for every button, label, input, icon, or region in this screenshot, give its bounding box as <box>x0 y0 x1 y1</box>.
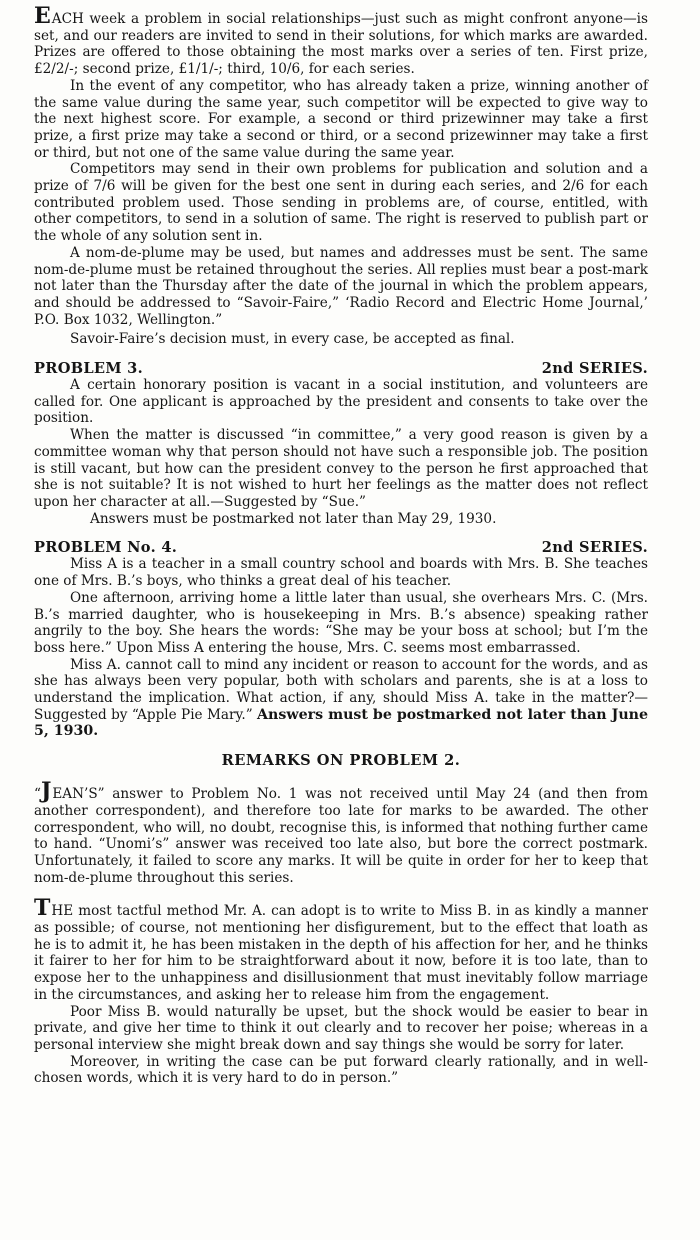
remarks-paragraph-1: “JEAN’S” answer to Problem No. 1 was not received until May 24 (and then from another correspondent), and therefore too late for marks to be awarded. The other correspondent, who will, no doubt, recognise this, is informed that nothing further came to hand. “Unomi’s” answer was received too late also, but bore the correct postmark. Unfortunately, it failed to score any marks. It will be quite in order for her to keep that nom-de-plume throughout this series. <box>34 778 648 886</box>
drop-cap-e: E <box>34 3 51 29</box>
intro-paragraph-1: EACH week a problem in social relationships—just such as might confront anyone—is set, and our readers are invited to send in their solutions, for which marks are awarded. Prizes are offered to those obtaining the most marks over a series of ten. First prize, £2/2/-; second prize, £1/1/-; third, 10/6, for each series. <box>34 3 648 78</box>
problem-4-paragraph-1: Miss A is a teacher in a small country school and boards with Mrs. B. She teaches one of Mrs. B.’s boys, who thinks a great deal of his teacher. <box>34 556 648 590</box>
problem-3-series: 2nd SERIES. <box>541 360 648 378</box>
intro-paragraph-2: In the event of any competitor, who has already taken a prize, winning another of the same value during the same year, such competitor will be expected to give way to the next highest score. For example, a second or third prizewinner may take a first prize, a first prize may take a second or third, or a second prizewinner may take a first or third, but not one of the same value during the same year. <box>34 77 648 161</box>
intro-decision-note: Savoir-Faire’s decision must, in every case, be accepted as final. <box>70 331 515 348</box>
intro-paragraph-4: A nom-de-plume may be used, but names and addresses must be sent. The same nom-de-plume must be retained throughout the series. All replies must bear a post-mark not later than the Thursday after the date of the journal in which the problem appears, and should be addressed to “Savoir-Faire,” ‘Radio Record and Electric Home Journal,’ P.O. Box 1032, Wellington.” <box>34 244 648 328</box>
remarks-paragraph-4: Moreover, in writing the case can be put forward clearly rationally, and in well-chosen words, which it is very hard to do in person.” <box>34 1053 648 1087</box>
problem-4-heading <box>34 539 648 556</box>
problem-4-series: 2nd SERIES. <box>541 539 648 557</box>
problem-3-title: PROBLEM 3. <box>34 360 144 378</box>
problem-4-paragraph-2: One afternoon, arriving home a little later than usual, she overhears Mrs. C. (Mrs. B.’s married daughter, who is housekeeping in Mrs. B.’s absence) speaking rather angrily to the boy. She hears the words: “She may be your boss at school; but I’m the boss here.” Upon Miss A entering the house, Mrs. C. seems most embarrassed. <box>34 589 648 656</box>
drop-cap-j: J <box>40 778 52 805</box>
drop-cap-t: T <box>34 895 51 922</box>
problem-3-paragraph-1: A certain honorary position is vacant in a social institution, and volunteers are called for. One applicant is approached by the president and consents to take over the position. <box>34 377 648 427</box>
problem-3-paragraph-2: When the matter is discussed “in committee,” a very good reason is given by a committee woman why that person should not have such a responsible job. The position is still vacant, but how can the president convey to the person he first approached that she is not suitable? It is not wished to hurt her feelings as the matter does not reflect upon her character at all.—Suggested by “Sue.” <box>34 427 648 510</box>
remarks-heading: REMARKS ON PROBLEM 2. <box>221 752 461 770</box>
problem-4-title: PROBLEM No. 4. <box>34 539 178 557</box>
problem-4-paragraph-3: Miss A. cannot call to mind any incident or reason to account for the words, and as she has always been very popular, both with scholars and parents, she is at a loss to understand the implication. What action, if any, should Miss A. take in the matter?—Suggested by “Apple Pie Mary.” Answers must be postmarked not later than June 5, 1930. <box>34 656 648 740</box>
problem-3-answers-deadline: Answers must be postmarked not later than May 29, 1930. <box>90 510 497 527</box>
problem-3-heading <box>34 360 648 377</box>
remarks-paragraph-3: Poor Miss B. would naturally be upset, but the shock would be easier to bear in private, and give her time to think it out clearly and to recover her poise; whereas in a personal interview she might break down and say things she would be sorry for later. <box>34 1003 648 1053</box>
remarks-paragraph-2: THE most tactful method Mr. A. can adopt is to write to Miss B. in as kindly a manner as possible; of course, not mentioning her disfigurement, but to the effect that loath as he is to admit it, he has been mistaken in the depth of his affection for her, and he thinks it fairer to her for him to be straightforward about it now, before it is too late, than to expose her to the unhappiness and disillusionment that must inevitably follow marriage in the circumstances, and asking her to release him from the engagement. <box>34 895 648 1003</box>
paragraph-gap <box>34 886 648 900</box>
intro-paragraph-3: Competitors may send in their own problems for publication and solution and a prize of 7/6 will be given for the best one sent in during each series, and 2/6 for each contributed problem used. Those sending in problems are, of course, entitled, with other competitors, to send in a solution of same. The right is reserved to publish part or the whole of any solution sent in. <box>34 161 648 245</box>
problem-4-answers-deadline: Answers must be postmarked not later than June 5, 1930. <box>34 706 648 740</box>
